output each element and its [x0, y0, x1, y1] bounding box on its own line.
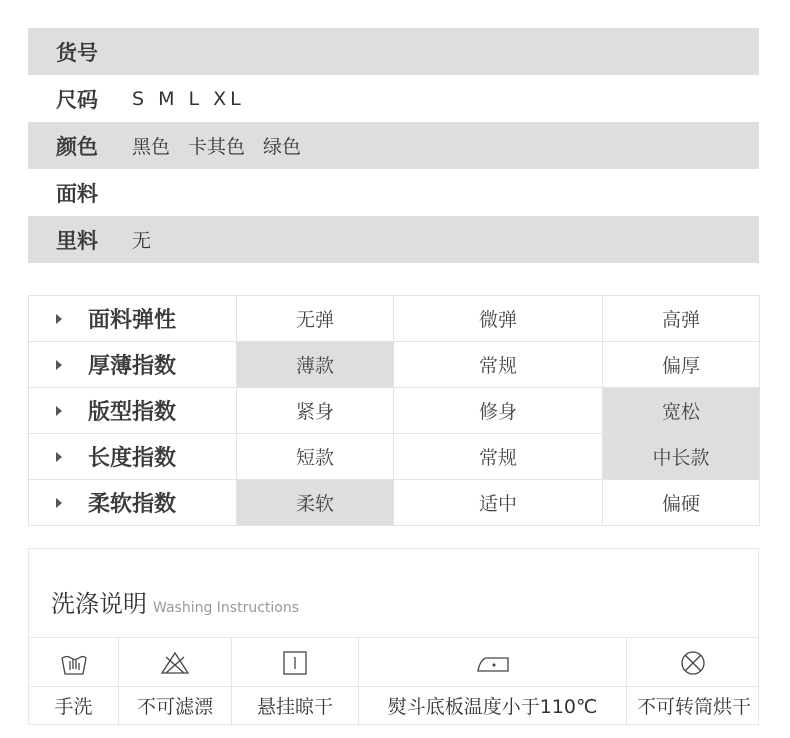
color-value: 绿色 — [263, 136, 302, 158]
index-option: 薄款 — [237, 342, 394, 388]
index-name-cell — [29, 296, 237, 342]
index-row — [29, 434, 760, 480]
index-name-cell — [29, 342, 237, 388]
iron-low-icon — [359, 648, 626, 678]
caret-right-icon — [56, 314, 62, 324]
hand-wash-icon — [29, 648, 118, 678]
color-values — [132, 132, 301, 159]
index-row — [29, 388, 760, 434]
size-value: S M L XL — [132, 87, 245, 110]
wash-item-no-tumble — [627, 638, 759, 726]
wash-item-label: 悬挂晾干 — [256, 696, 333, 718]
index-option: 适中 — [394, 480, 603, 526]
spec-table — [28, 28, 759, 263]
index-row — [29, 296, 760, 342]
washing-title-en: Washing Instructions — [153, 600, 300, 616]
wash-item-no-bleach — [119, 638, 232, 726]
index-option: 常规 — [394, 434, 603, 480]
spec-label: 货号 — [56, 40, 98, 65]
wash-item-hand-wash — [29, 638, 119, 726]
index-option: 偏硬 — [603, 480, 760, 526]
index-name: 柔软指数 — [88, 492, 177, 517]
line-dry-icon — [232, 648, 358, 678]
index-name-cell — [29, 388, 237, 434]
spec-row-lining — [28, 216, 759, 263]
color-value: 黑色 — [132, 136, 171, 158]
caret-right-icon — [56, 360, 62, 370]
index-option: 紧身 — [237, 388, 394, 434]
wash-item-iron — [359, 638, 627, 726]
color-value: 卡其色 — [188, 136, 246, 158]
index-name: 版型指数 — [88, 400, 177, 425]
washing-grid — [29, 637, 759, 726]
wash-item-label: 手洗 — [54, 696, 93, 718]
wash-item-label: 熨斗底板温度小于110℃ — [387, 696, 598, 718]
spec-row-color — [28, 122, 759, 169]
spec-label: 面料 — [56, 181, 98, 206]
lining-value: 无 — [132, 230, 152, 252]
caret-right-icon — [56, 452, 62, 462]
index-option: 短款 — [237, 434, 394, 480]
index-table — [28, 295, 760, 526]
index-option: 柔软 — [237, 480, 394, 526]
index-option: 微弹 — [394, 296, 603, 342]
index-option: 无弹 — [237, 296, 394, 342]
no-tumble-dry-icon — [627, 648, 759, 678]
wash-item-label: 不可滤漂 — [136, 696, 213, 718]
index-row — [29, 342, 760, 388]
spec-label: 尺码 — [56, 87, 98, 112]
wash-item-line-dry — [232, 638, 359, 726]
index-option: 宽松 — [603, 388, 760, 434]
washing-title-cn: 洗涤说明 — [51, 590, 147, 618]
washing-title — [51, 584, 299, 619]
spec-label: 颜色 — [56, 134, 98, 159]
index-name-cell — [29, 434, 237, 480]
index-option: 偏厚 — [603, 342, 760, 388]
spec-row-item-no — [28, 28, 759, 75]
washing-section — [28, 548, 759, 725]
index-name-cell — [29, 480, 237, 526]
no-bleach-icon — [119, 648, 231, 678]
caret-right-icon — [56, 406, 62, 416]
index-row — [29, 480, 760, 526]
index-option: 中长款 — [603, 434, 760, 480]
wash-item-label: 不可转筒烘干 — [637, 696, 752, 718]
spec-row-fabric — [28, 169, 759, 216]
index-name: 面料弹性 — [88, 308, 177, 333]
index-name: 长度指数 — [88, 446, 177, 471]
index-option: 常规 — [394, 342, 603, 388]
index-option: 修身 — [394, 388, 603, 434]
spec-label: 里料 — [56, 228, 98, 253]
index-option: 高弹 — [603, 296, 760, 342]
index-name: 厚薄指数 — [88, 354, 177, 379]
spec-row-size — [28, 75, 759, 122]
caret-right-icon — [56, 498, 62, 508]
